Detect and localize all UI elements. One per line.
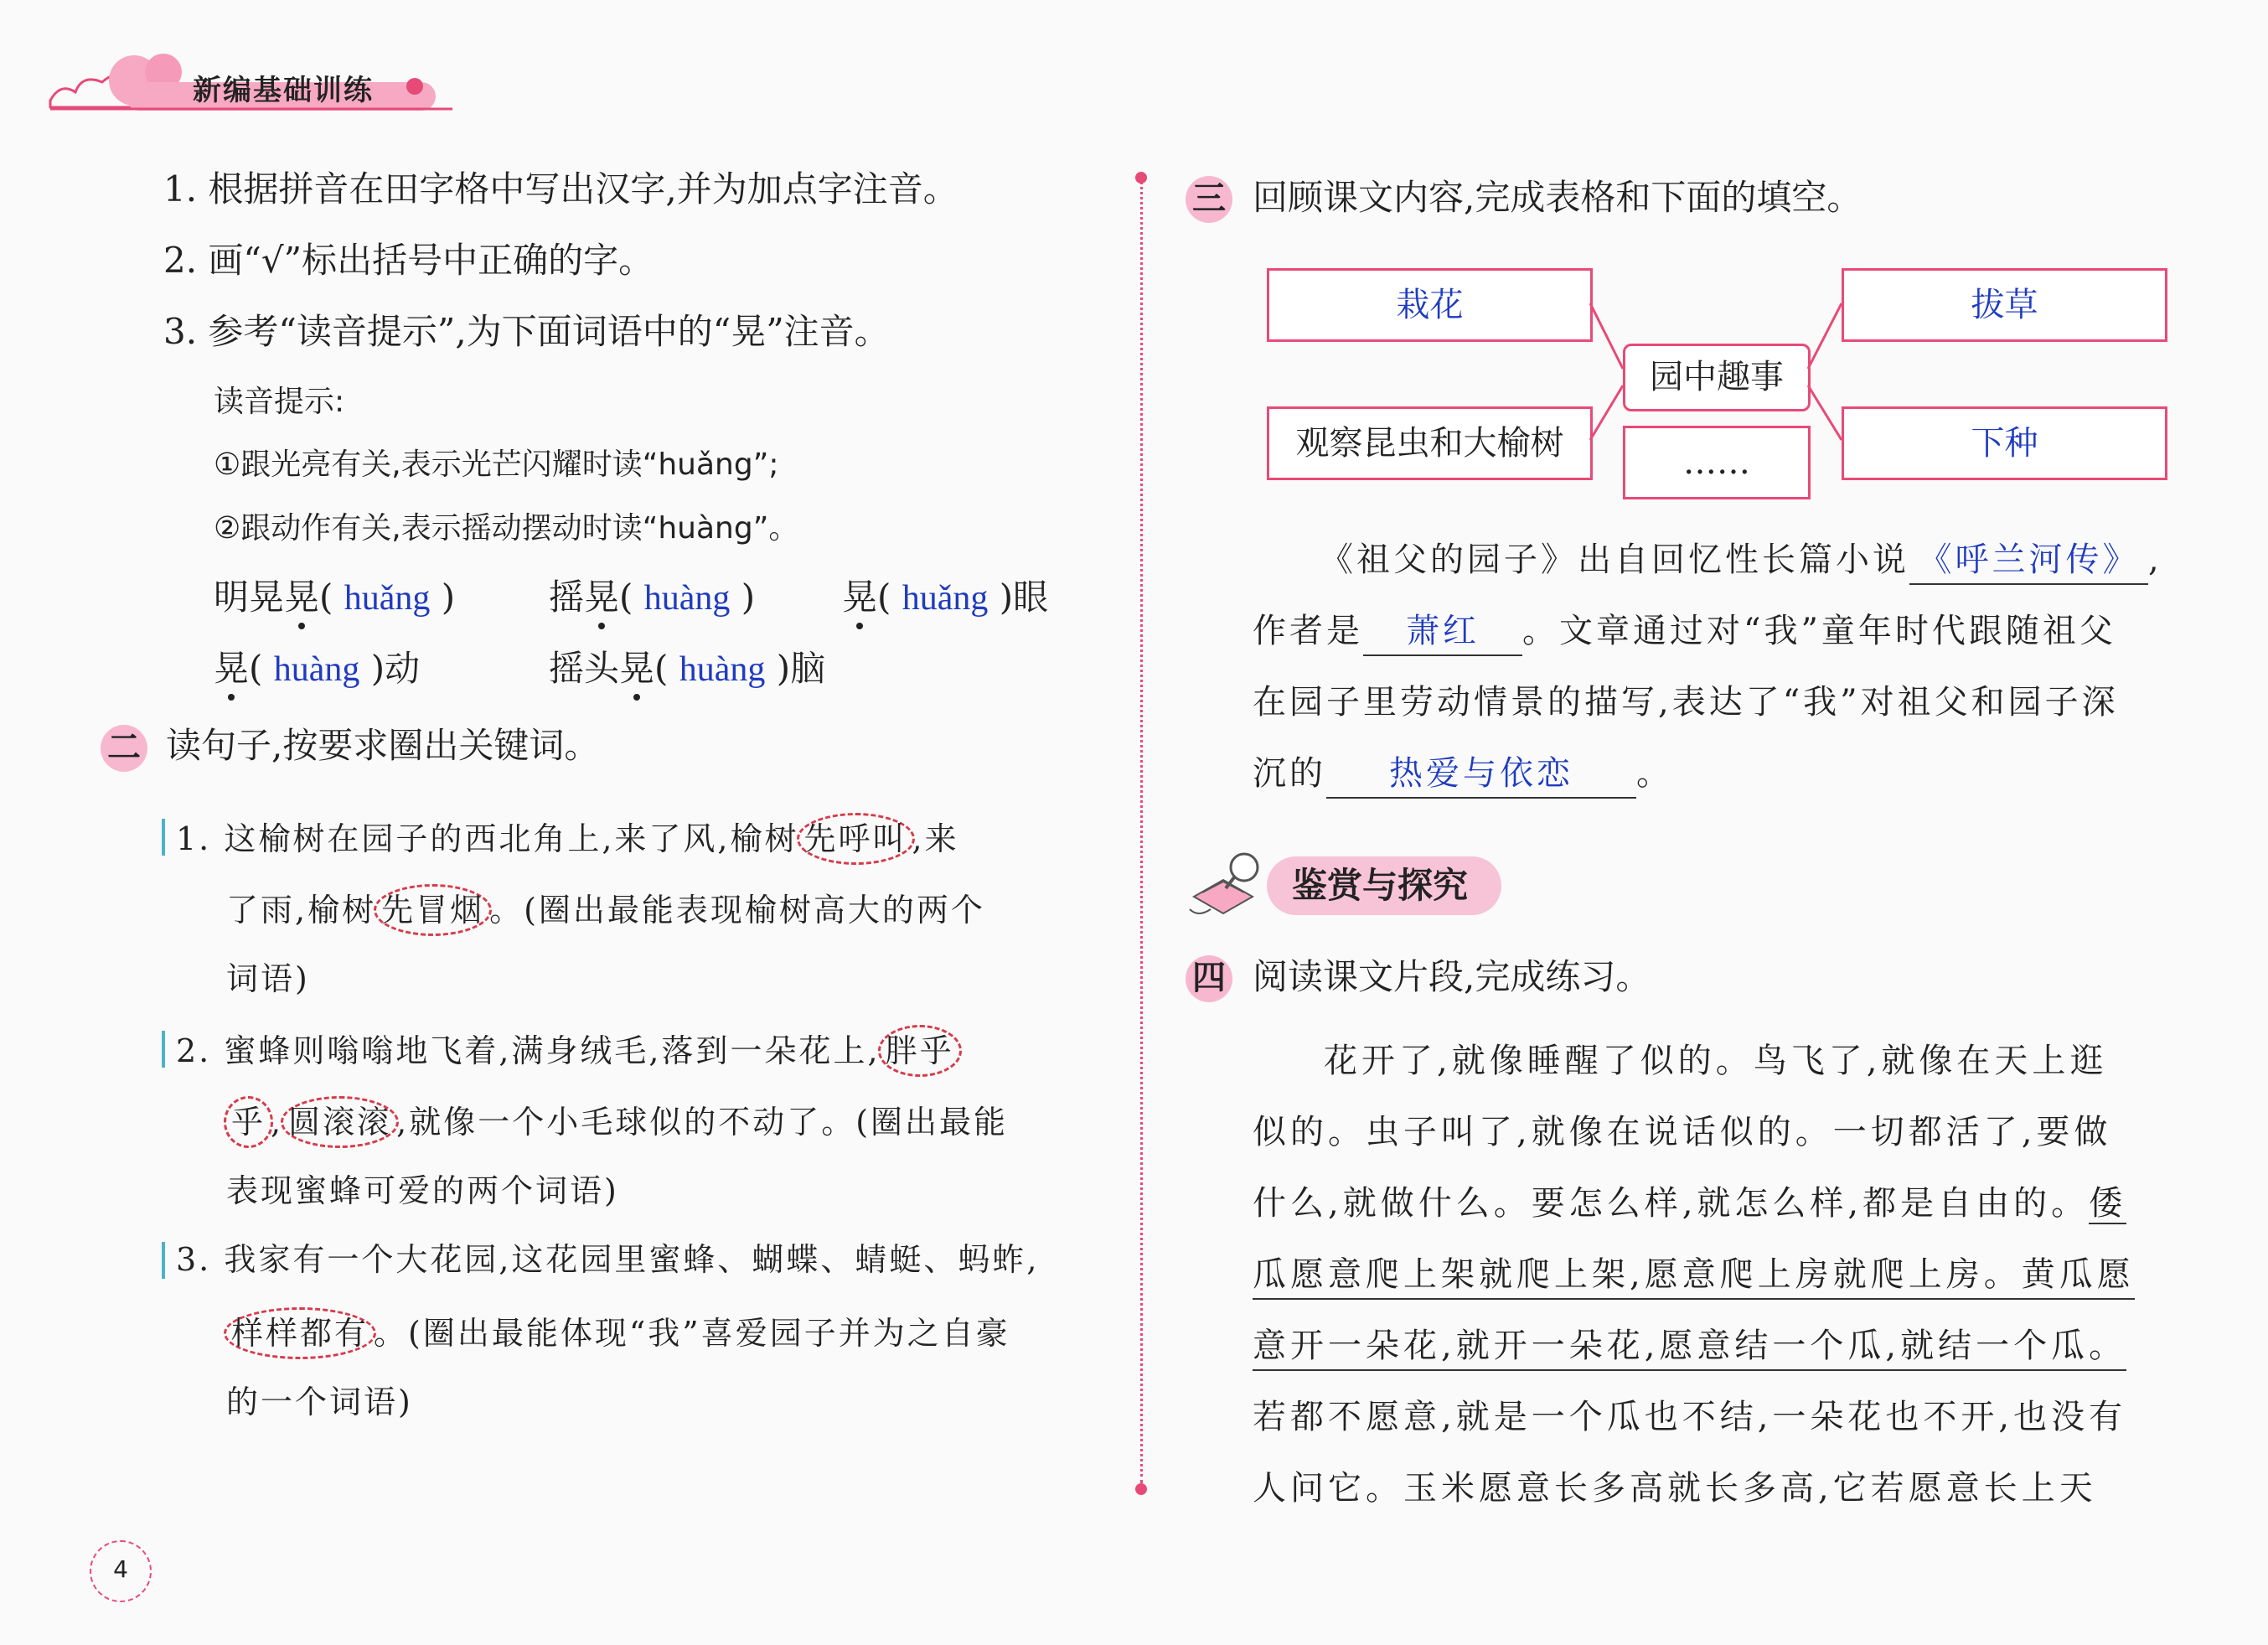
map-top-left: 栽花 — [1267, 268, 1593, 342]
header-banner — [42, 49, 461, 116]
map-bottom-left: 观察昆虫和大榆树 — [1267, 406, 1593, 480]
answer-novel[interactable]: 《呼兰河传》 — [1909, 536, 2148, 585]
q2-3-line-3: 的一个词语) — [226, 1384, 413, 1420]
pinyin-item: 明晃晃( huǎng ) — [214, 574, 455, 622]
answer-pinyin[interactable]: huàng — [643, 579, 731, 618]
page-number: 4 — [90, 1540, 152, 1602]
answer-pinyin[interactable]: huàng — [273, 650, 360, 689]
map-bottom-center: …… — [1623, 426, 1811, 499]
section-4-badge: 四 — [1186, 955, 1232, 1002]
q2-3-line-2: 样样都有 。(圈出最能体现“我”喜爱园子并为之自豪 — [226, 1307, 1010, 1359]
column-divider — [1140, 176, 1143, 1483]
instruction-2: 2. 画“√”标出括号中正确的字。 — [163, 240, 654, 281]
question-bar — [162, 819, 165, 856]
pinyin-item: 晃( huàng )动 — [214, 645, 420, 693]
answer-pinyin[interactable]: huàng — [679, 650, 766, 689]
instruction-3: 3. 参考“读音提示”,为下面词语中的“晃”注音。 — [163, 311, 890, 352]
map-bottom-right: 下种 — [1842, 406, 2167, 480]
section-3-title: 回顾课文内容,完成表格和下面的填空。 — [1253, 177, 1862, 218]
passage-line-2: 似的。虫子叫了,就像在说话似的。一切都活了,要做 — [1253, 1113, 2112, 1151]
map-center: 园中趣事 — [1623, 344, 1811, 411]
appreciation-title: 鉴赏与探究 — [1267, 856, 1501, 915]
map-top-right: 拔草 — [1842, 268, 2167, 342]
pinyin-item: 晃( huǎng )眼 — [842, 574, 1048, 622]
instruction-1: 1. 根据拼音在田字格中写出汉字,并为加点字注音。 — [163, 168, 958, 210]
passage-line-5: 意开一朵花,就开一朵花,愿意结一个瓜,就结一个瓜。 — [1253, 1322, 2126, 1371]
q2-2-line-2: 乎 , 圆滚滚 ,就像一个小毛球似的不动了。(圈出最能 — [226, 1096, 1008, 1148]
divider-dot — [1135, 1483, 1147, 1495]
circled-answer[interactable]: 先冒烟 — [374, 884, 492, 936]
section-2-badge: 二 — [101, 725, 147, 772]
passage-line-3: 什么,就做什么。要怎么样,就怎么样,都是自由的。倭 — [1253, 1184, 2127, 1223]
fill-line-2: 作者是 萧红 。文章通过对“我”童年时代跟随祖父 — [1253, 608, 2116, 656]
question-bar — [162, 1242, 165, 1279]
circled-answer[interactable]: 乎 — [224, 1096, 273, 1148]
divider-dot — [1135, 172, 1147, 184]
hint-title: 读音提示: — [214, 385, 345, 419]
answer-feeling[interactable]: 热爱与依恋 — [1326, 750, 1636, 799]
hint-line-1: ①跟光亮有关,表示光芒闪耀时读“huǎng”; — [214, 447, 779, 482]
pinyin-item: 摇头晃( huàng )脑 — [549, 645, 825, 693]
series-title: 新编基础训练 — [193, 74, 374, 107]
q2-1-line-3: 词语) — [226, 960, 310, 997]
section-2-title: 读句子,按要求圈出关键词。 — [166, 725, 600, 766]
q2-3-line-1: 3. 我家有一个大花园,这花园里蜜蜂、蝴蝶、蜻蜓、蚂蚱, — [176, 1241, 1040, 1278]
section-3-badge: 三 — [1186, 176, 1232, 223]
q2-1-line-1: 1. 这榆树在园子的西北角上,来了风,榆树 先呼叫 ,来 — [176, 813, 959, 865]
q2-2-line-3: 表现蜜蜂可爱的两个词语) — [226, 1172, 619, 1209]
passage-line-1: 花开了,就像睡醒了似的。鸟飞了,就像在天上逛 — [1324, 1042, 2108, 1080]
fill-line-3: 在园子里劳动情景的描写,表达了“我”对祖父和园子深 — [1253, 683, 2119, 722]
passage-line-7: 人问它。玉米愿意长多高就长多高,它若愿意长上天 — [1253, 1469, 2097, 1508]
fill-line-4: 沉的 热爱与依恋 。 — [1253, 750, 1673, 799]
answer-pinyin[interactable]: huǎng — [344, 579, 431, 618]
q2-2-line-1: 2. 蜜蜂则嗡嗡地飞着,满身绒毛,落到一朵花上, 胖乎 — [176, 1025, 959, 1077]
section-4-title: 阅读课文片段,完成练习。 — [1253, 956, 1651, 997]
book-magnifier-icon — [1186, 846, 1269, 922]
hint-line-2: ②跟动作有关,表示摇动摆动时读“huàng”。 — [214, 511, 799, 546]
q2-1-line-2: 了雨,榆树 先冒烟 。(圈出最能表现榆树高大的两个 — [226, 884, 985, 936]
passage-line-4: 瓜愿意爬上架就爬上架,愿意爬上房就爬上房。黄瓜愿 — [1253, 1251, 2135, 1300]
question-bar — [162, 1031, 165, 1068]
circled-answer[interactable]: 先呼叫 — [797, 813, 915, 865]
answer-author[interactable]: 萧红 — [1363, 608, 1522, 656]
circled-answer[interactable]: 圆滚滚 — [281, 1096, 399, 1148]
fill-line-1: 《祖父的园子》出自回忆性长篇小说 《呼兰河传》 , — [1320, 536, 2162, 585]
pinyin-item: 摇晃( huàng ) — [549, 574, 755, 622]
circled-answer[interactable]: 胖乎 — [878, 1025, 962, 1077]
circled-answer[interactable]: 样样都有 — [224, 1307, 376, 1359]
passage-line-6: 若都不愿意,就是一个瓜也不结,一朵花也不开,也没有 — [1253, 1398, 2127, 1436]
answer-pinyin[interactable]: huǎng — [902, 579, 989, 618]
